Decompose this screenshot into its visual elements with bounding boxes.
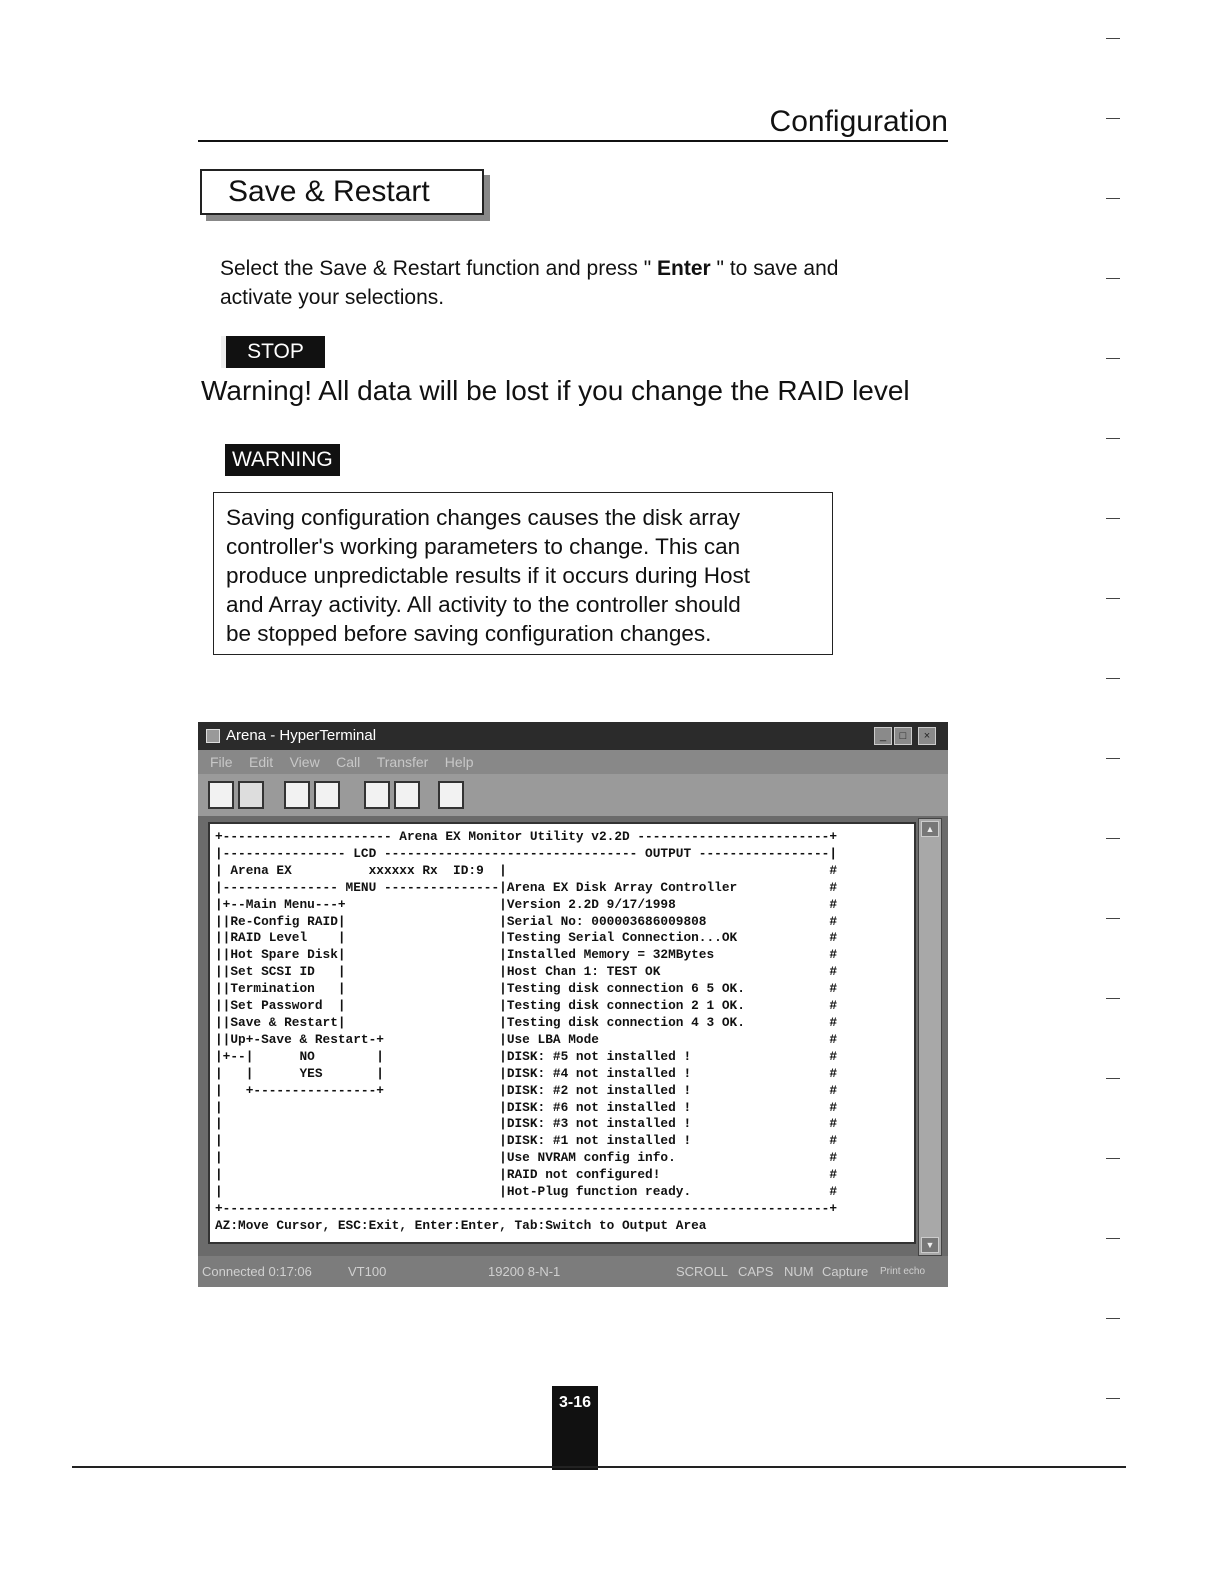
new-icon[interactable] (208, 781, 234, 809)
footer-rule (72, 1466, 1126, 1468)
margin-tick (1106, 278, 1120, 279)
intro-text-1: Select the Save & Restart function and press " (220, 257, 658, 280)
intro-key: Enter (657, 257, 711, 280)
section-title-box (200, 169, 484, 215)
menu-bar (198, 750, 948, 774)
menu-transfer[interactable]: Transfer (376, 754, 429, 770)
margin-tick (1106, 1158, 1120, 1159)
menu-edit[interactable]: Edit (249, 754, 274, 770)
section-title: Save & Restart (228, 175, 430, 208)
margin-tick (1106, 678, 1120, 679)
warning-line: produce unpredictable results if it occurs during Host (226, 563, 751, 588)
stop-badge: STOP (221, 336, 325, 368)
scroll-down-icon[interactable]: ▼ (921, 1237, 939, 1253)
send-icon[interactable] (364, 781, 390, 809)
header-title: Configuration (769, 105, 948, 138)
status-emulation: VT100 (348, 1264, 387, 1279)
terminal-text: +---------------------- Arena EX Monitor Utility v2.2D -------------------------+ |---------------- LCD --------------------------------- OUTPUT -----------------| | Arena EX xxxxxx Rx ID:9 | # |--------------- MENU ---------------|Arena EX Disk Array Controller # |+--Main Menu---+ |Version 2.2D 9/17/1998 # ||Re-Config RAID| |Serial No: 000003686009808 # ||RAID Level | |Testing Serial Connection...OK # ||Hot Spare Disk| |Installed Memory = 32MBytes # ||Set SCSI ID | |Host Chan 1: TEST OK # ||Termination | |Testing disk connection 6 5 OK. # ||Set Password | |Testing disk connection 2 1 OK. # ||Save & Restart| |Testing disk connection 4 3 OK. # ||Up+-Save & Restart-+ |Use LBA Mode # |+--| NO | |DISK: #5 not installed ! # | | YES | |DISK: #4 not installed ! # | +----------------+ |DISK: #2 not installed ! # | |DISK: #6 not installed ! # | |DISK: #3 not installed ! # | |DISK: #1 not installed ! # | |Use NVRAM config info. # | |RAID not configured! # | |Hot-Plug function ready. # +-------------------------------------------------------------------------------+ AZ:Move Cursor, ESC:Exit, Enter:Enter, Tab:Switch to Output Area (215, 829, 838, 1233)
open-icon[interactable] (238, 781, 264, 809)
status-bar (198, 1256, 948, 1287)
menu-call[interactable]: Call (336, 754, 361, 770)
status-num: NUM (784, 1264, 814, 1279)
margin-tick (1106, 438, 1120, 439)
maximize-icon[interactable]: □ (894, 727, 912, 745)
page-number: 3-16 (552, 1386, 598, 1470)
properties-icon[interactable] (438, 781, 464, 809)
intro-paragraph (220, 254, 940, 312)
disconnect-icon[interactable] (314, 781, 340, 809)
minimize-icon[interactable]: _ (874, 727, 892, 745)
warning-line: Saving configuration changes causes the disk array (226, 505, 741, 530)
warning-box (213, 492, 833, 655)
margin-tick (1106, 1078, 1120, 1079)
scroll-up-icon[interactable]: ▲ (921, 821, 939, 837)
margin-tick (1106, 198, 1120, 199)
stop-warning-text: Warning! All data will be lost if you change the RAID level (201, 375, 910, 406)
menu-help[interactable]: Help (444, 754, 474, 770)
margin-tick (1106, 1238, 1120, 1239)
terminal-screen[interactable] (208, 822, 916, 1244)
margin-tick (1106, 1318, 1120, 1319)
status-capture: Capture (822, 1264, 869, 1279)
vertical-scrollbar[interactable] (918, 818, 942, 1256)
margin-tick (1106, 358, 1120, 359)
menu-file[interactable]: File (210, 754, 233, 770)
toolbar (198, 774, 948, 816)
intro-text-2: " to save and (710, 257, 839, 280)
running-header (198, 104, 948, 142)
status-scroll: SCROLL (676, 1264, 729, 1279)
window-title: Arena - HyperTerminal (226, 727, 377, 744)
margin-tick (1106, 38, 1120, 39)
warning-badge: WARNING (225, 444, 340, 476)
intro-text-3: activate your selections. (220, 286, 445, 309)
margin-tick (1106, 598, 1120, 599)
warning-line: and Array activity. All activity to the controller should (226, 592, 741, 617)
close-icon[interactable]: × (918, 727, 936, 745)
warning-line: controller's working parameters to change. This can (226, 534, 741, 559)
margin-tick (1106, 518, 1120, 519)
status-print-echo: Print echo (880, 1266, 926, 1277)
margin-tick (1106, 1398, 1120, 1399)
warning-line: be stopped before saving configuration changes. (226, 621, 712, 646)
margin-tick (1106, 118, 1120, 119)
receive-icon[interactable] (394, 781, 420, 809)
connect-icon[interactable] (284, 781, 310, 809)
margin-tick (1106, 998, 1120, 999)
status-connected: Connected 0:17:06 (202, 1264, 312, 1279)
margin-tick (1106, 918, 1120, 919)
status-port: 19200 8-N-1 (488, 1264, 561, 1279)
hyperterminal-window (198, 722, 948, 1287)
window-titlebar[interactable] (198, 722, 948, 750)
status-caps: CAPS (738, 1264, 774, 1279)
margin-tick (1106, 838, 1120, 839)
margin-tick (1106, 758, 1120, 759)
menu-view[interactable]: View (289, 754, 320, 770)
app-icon (206, 729, 220, 743)
